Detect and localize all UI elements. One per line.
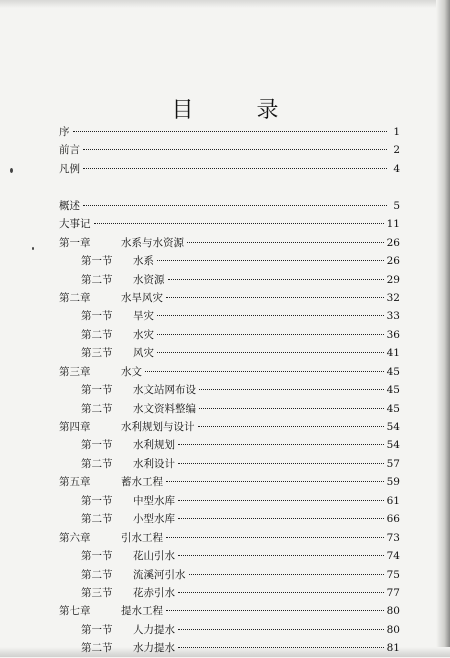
toc-entry-label	[59, 307, 154, 325]
toc-entry-title: 序	[59, 126, 70, 138]
dot-leader	[157, 260, 384, 261]
toc-entry-number: 第二节	[81, 328, 113, 341]
toc-entry-label	[59, 160, 80, 178]
dot-leader	[178, 629, 384, 630]
dot-leader	[157, 334, 384, 335]
toc-entry-label	[59, 344, 154, 362]
toc-entry-label	[59, 123, 70, 141]
toc-entry	[59, 160, 400, 178]
dot-leader	[166, 481, 384, 482]
toc-entry-label	[59, 141, 80, 159]
toc-entry	[59, 529, 400, 547]
toc-entry-title: 水系与水资源	[121, 236, 184, 249]
toc-entry-label	[59, 584, 175, 602]
toc-entry	[59, 492, 400, 510]
toc-entry	[59, 326, 400, 344]
toc-entry-page: 59	[386, 476, 400, 489]
toc-entry	[59, 123, 400, 141]
toc-entry-label	[59, 436, 175, 454]
toc-entry	[59, 436, 400, 454]
toc-entry	[59, 197, 400, 215]
toc-entry-label	[59, 418, 195, 436]
toc-entry-number: 第一节	[81, 310, 113, 323]
toc-entry-number: 第一节	[81, 439, 113, 452]
toc-entry-title: 前言	[59, 144, 80, 157]
dot-leader	[178, 518, 384, 519]
toc-entry-label	[59, 215, 91, 233]
toc-entry-title: 水文	[121, 365, 142, 378]
toc-entry-label	[59, 252, 154, 270]
toc-entry-title: 人力提水	[133, 623, 175, 636]
toc-entry-title: 水利规划与设计	[121, 421, 195, 433]
toc-entry	[59, 344, 400, 362]
toc-entry	[59, 400, 400, 418]
toc-entry	[59, 584, 400, 602]
toc-entry	[59, 510, 400, 528]
toc-entry-label	[59, 510, 175, 528]
toc-entry	[59, 381, 400, 399]
toc-entry-label	[59, 234, 184, 252]
toc-entry-page: 29	[386, 273, 400, 286]
toc-entry-label	[59, 529, 163, 547]
toc-entry-title: 概述	[59, 199, 80, 212]
toc-entry-page: 54	[386, 421, 400, 433]
scan-speck	[10, 168, 13, 173]
toc-entry-number: 第二节	[81, 642, 113, 655]
toc-entry-page: 32	[386, 291, 400, 304]
dot-leader	[73, 131, 388, 132]
toc-entry-title: 旱灾	[133, 310, 154, 323]
toc-entry-number: 第一节	[81, 623, 113, 636]
toc-entry-label	[59, 492, 175, 510]
toc-entry-title: 流溪河引水	[133, 568, 186, 581]
toc-entry-label	[59, 363, 142, 381]
toc-entry	[59, 418, 400, 436]
toc-entry-page: 33	[386, 310, 400, 323]
toc-entry-number: 第三章	[59, 365, 91, 378]
toc-entry-page: 75	[386, 568, 400, 581]
toc-entry-page: 4	[393, 162, 400, 175]
toc-entry-title: 水系	[133, 255, 154, 268]
toc-entry-title: 中型水库	[133, 494, 175, 507]
toc-entry-number: 第二节	[81, 513, 113, 526]
toc-entry-number: 第四章	[59, 421, 91, 433]
toc-entry	[59, 215, 400, 233]
toc-entry-title: 小型水库	[133, 513, 175, 526]
toc-entry-label	[59, 473, 163, 491]
toc-entry	[59, 252, 400, 270]
toc-entry-title: 水力提水	[133, 642, 175, 655]
dot-leader	[178, 444, 384, 445]
toc-entry-label	[59, 289, 163, 307]
toc-entry	[59, 602, 400, 620]
toc-entry-page: 2	[393, 144, 400, 157]
toc-entry-title: 水旱风灾	[121, 291, 163, 304]
toc-entry-number: 第七章	[59, 605, 91, 618]
toc-entry	[59, 455, 400, 473]
toc-entry-title: 花赤引水	[133, 586, 175, 599]
toc-entry	[59, 234, 400, 252]
toc-entry-number: 第二章	[59, 291, 91, 304]
toc-entry-page: 80	[386, 623, 400, 636]
toc-entry	[59, 547, 400, 565]
toc-entry-title: 凡例	[59, 162, 80, 175]
toc-entry-title: 水资源	[133, 273, 165, 286]
dot-leader	[178, 592, 384, 593]
toc-entry-page: 73	[386, 531, 400, 544]
toc-entry-title: 水灾	[133, 328, 154, 341]
toc-entry-title: 风灾	[133, 347, 154, 360]
toc-entry-label	[59, 566, 186, 584]
toc-entry-title: 水利规划	[133, 439, 175, 452]
toc-entry-number: 第一节	[81, 384, 113, 397]
dot-leader	[166, 610, 384, 611]
toc-entry	[59, 566, 400, 584]
page-title: 目 录	[171, 97, 307, 123]
dot-leader	[83, 168, 387, 169]
dot-leader	[94, 223, 384, 224]
toc-entry-page: 57	[386, 457, 400, 470]
toc-entry-page: 45	[386, 384, 400, 397]
toc-entry-label	[59, 621, 175, 639]
page-top-edge-shadow	[0, 0, 450, 8]
toc-entry-page: 1	[393, 126, 400, 138]
dot-leader	[178, 555, 384, 556]
dot-leader	[157, 315, 384, 316]
toc-entry-page: 66	[386, 513, 400, 526]
dot-leader	[199, 389, 384, 390]
dot-leader	[83, 149, 387, 150]
toc-entry	[59, 141, 400, 159]
toc-entry-number: 第二节	[81, 568, 113, 581]
toc-entry	[59, 473, 400, 491]
toc-entry-title: 水利设计	[133, 457, 175, 470]
toc-entry-label	[59, 400, 196, 418]
toc-entry-title: 水文站网布设	[133, 384, 196, 397]
toc-entry-title: 蓄水工程	[121, 476, 163, 489]
toc-entry-label	[59, 455, 175, 473]
toc-entry-title: 提水工程	[121, 605, 163, 618]
toc-entry-label	[59, 639, 175, 657]
dot-leader	[187, 242, 384, 243]
dot-leader	[189, 574, 384, 575]
toc-entry-title: 花山引水	[133, 550, 175, 563]
toc-entry-label	[59, 326, 154, 344]
dot-leader	[199, 408, 384, 409]
toc-entry	[59, 621, 400, 639]
toc-entry	[59, 271, 400, 289]
dot-leader	[166, 297, 384, 298]
toc-entry-page: 5	[393, 199, 400, 212]
dot-leader	[168, 279, 384, 280]
toc-entry-page: 80	[386, 605, 400, 618]
toc-entry-number: 第三节	[81, 586, 113, 599]
dot-leader	[178, 647, 384, 648]
dot-leader	[198, 426, 384, 427]
toc-entry-number: 第一节	[81, 255, 113, 268]
toc-entry-number: 第五章	[59, 476, 91, 489]
toc-entry-page: 41	[386, 347, 400, 360]
section-gap	[59, 178, 400, 196]
toc-entry-number: 第一章	[59, 236, 91, 249]
toc-entry	[59, 639, 400, 657]
toc-entry	[59, 363, 400, 381]
toc-entry-label	[59, 271, 165, 289]
toc-entry	[59, 307, 400, 325]
dot-leader	[166, 537, 384, 538]
dot-leader	[157, 352, 384, 353]
toc-entry-number: 第一节	[81, 550, 113, 563]
toc-entry-number: 第三节	[81, 347, 113, 360]
toc-entry-title: 大事记	[59, 218, 91, 231]
toc-entry-number: 第二节	[81, 457, 113, 470]
scan-speck	[32, 247, 34, 250]
toc-entry-label	[59, 381, 196, 399]
toc-entry-page: 45	[386, 402, 400, 415]
toc-entry	[59, 289, 400, 307]
toc-entry-label	[59, 197, 80, 215]
toc-entry-title: 引水工程	[121, 531, 163, 544]
dot-leader	[83, 205, 387, 206]
toc-entry-page: 36	[386, 328, 400, 341]
toc-entry-page: 61	[386, 494, 400, 507]
toc-entry-label	[59, 602, 163, 620]
toc-entry-page: 26	[386, 255, 400, 268]
table-of-contents	[59, 123, 400, 658]
dot-leader	[145, 371, 384, 372]
toc-entry-number: 第二节	[81, 273, 113, 286]
dot-leader	[178, 463, 384, 464]
toc-entry-number: 第六章	[59, 531, 91, 544]
toc-entry-page: 11	[386, 218, 400, 231]
toc-entry-page: 54	[386, 439, 400, 452]
toc-entry-number: 第二节	[81, 402, 113, 415]
toc-entry-page: 26	[386, 236, 400, 249]
toc-entry-number: 第一节	[81, 494, 113, 507]
toc-entry-page: 77	[386, 586, 400, 599]
toc-entry-page: 45	[386, 365, 400, 378]
toc-entry-page: 81	[386, 642, 400, 655]
toc-entry-label	[59, 547, 175, 565]
toc-entry-page: 74	[386, 550, 400, 563]
dot-leader	[178, 500, 384, 501]
toc-entry-title: 水文资料整编	[133, 402, 196, 415]
